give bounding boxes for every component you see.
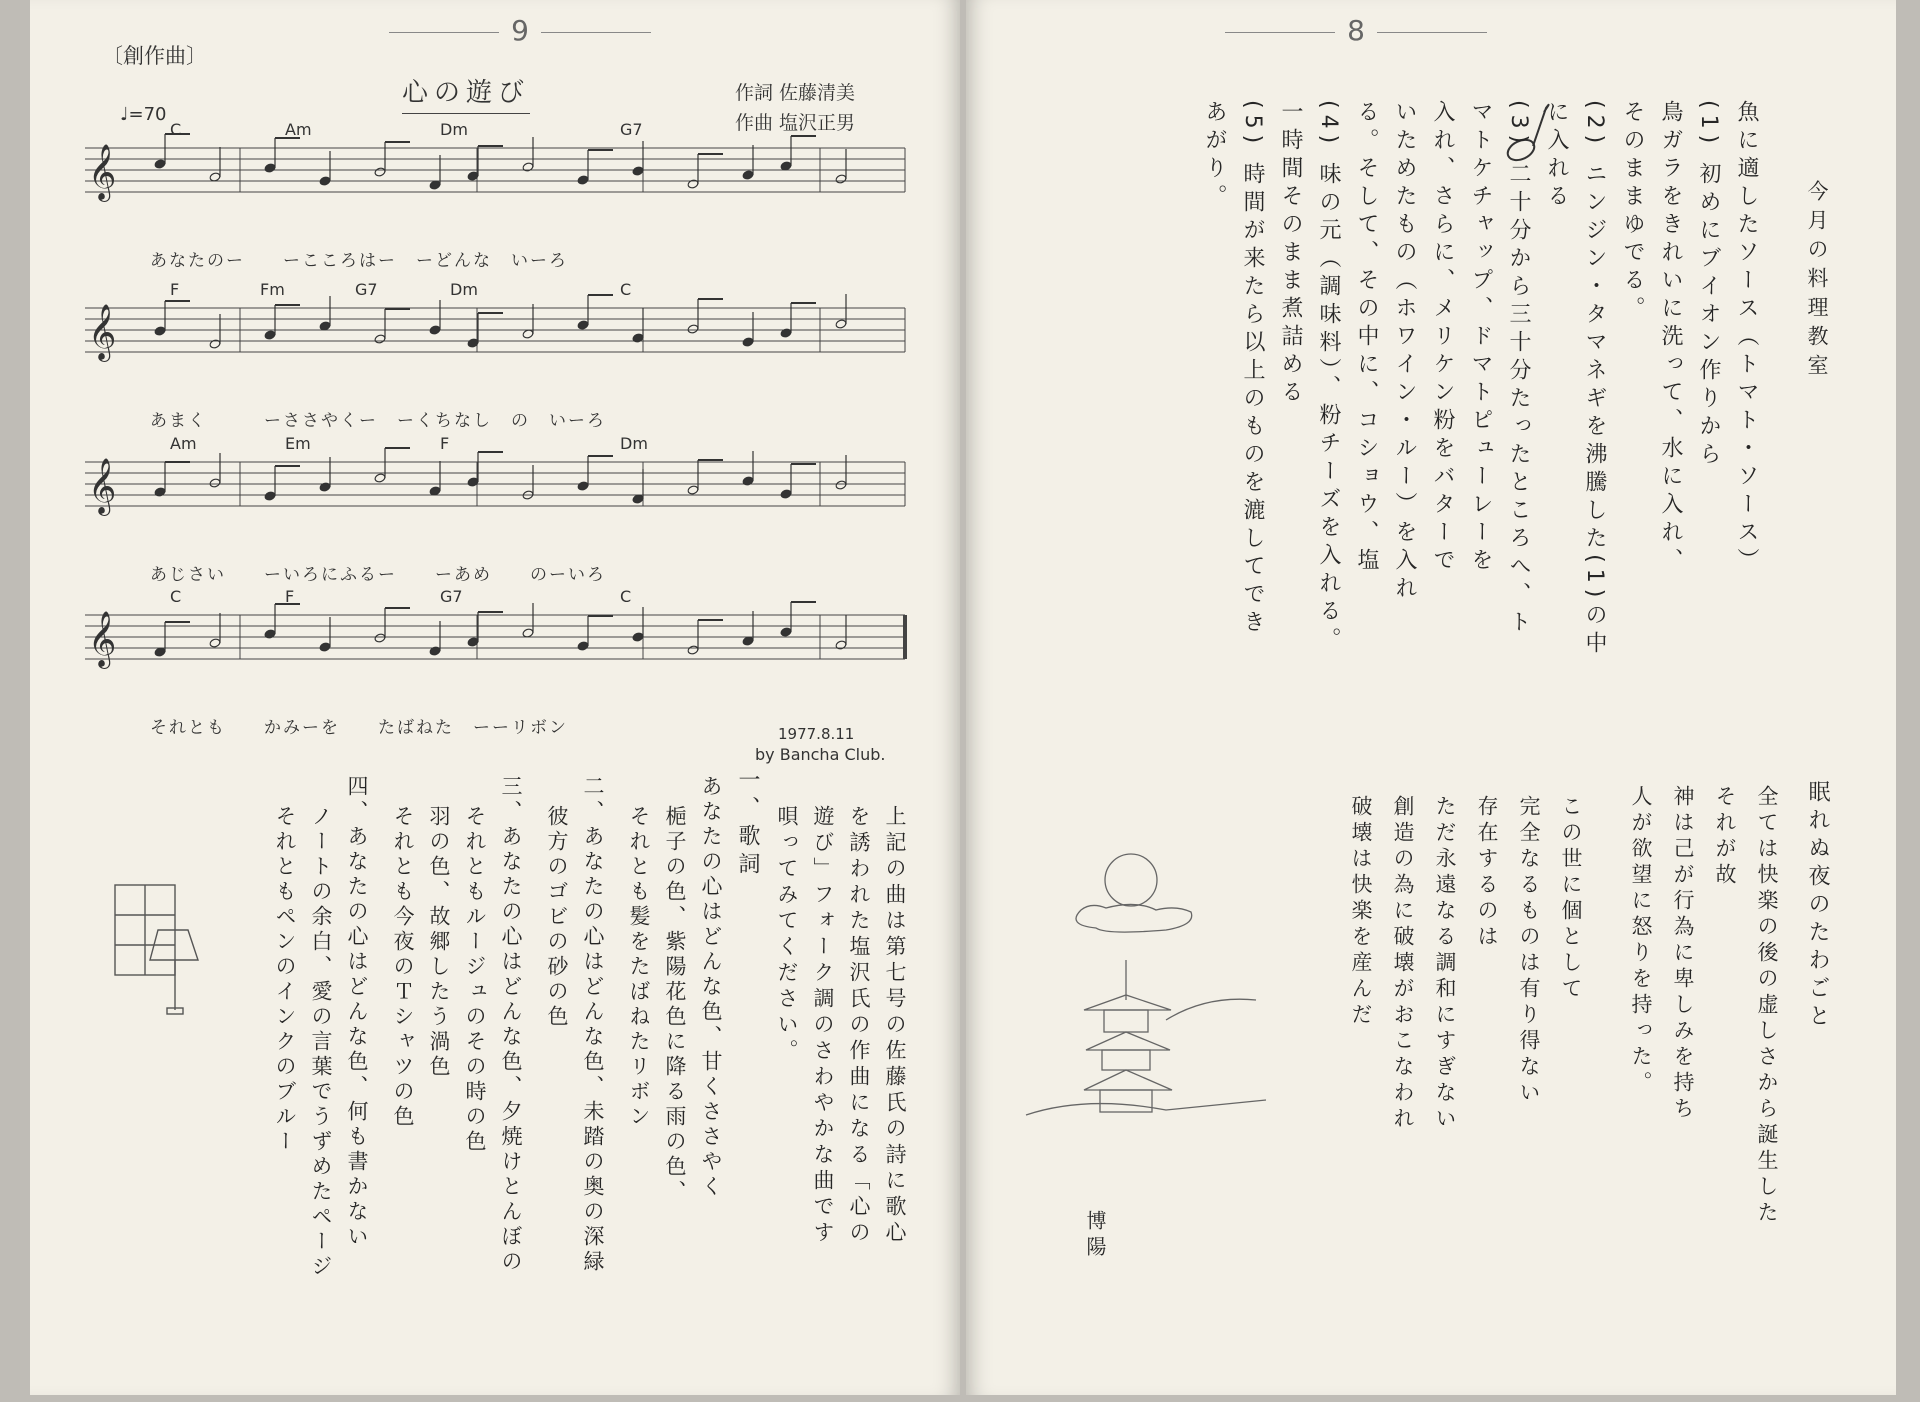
recipe-line: (2) ニンジン・タマネギを沸騰した(1)の中 bbox=[1582, 100, 1607, 660]
poem-line: 存在するのは bbox=[1475, 795, 1499, 951]
chord-label: Dm bbox=[620, 434, 648, 453]
score-lyric-line: それとも かみーを たばねた ーーリボン bbox=[150, 718, 568, 738]
poem-line: 創造の為に破壊がおこなわれ bbox=[1391, 795, 1415, 1133]
chord-label: C bbox=[620, 280, 632, 299]
right-page bbox=[966, 0, 1896, 1395]
poem-line: 全ては快楽の後の虚しさから誕生した bbox=[1755, 785, 1779, 1227]
recipe-line: (3) 二十分から三十分たったところへ、ト bbox=[1506, 100, 1531, 639]
recipe-line: (1) 初めにブイオン作りから bbox=[1696, 100, 1721, 471]
chord-label: C bbox=[170, 587, 182, 606]
score-lyric-line: あなたのー ーこころはー ーどんな いーろ bbox=[150, 251, 568, 271]
chord-label: Am bbox=[170, 434, 197, 453]
score-lyric-line: あじさい ーいろにふるー ーあめ のーいろ bbox=[150, 565, 606, 585]
chord-label: F bbox=[170, 280, 180, 299]
intro-text-line: 上記の曲は第七号の佐藤氏の詩に歌心 bbox=[883, 805, 907, 1247]
verse-line: あなたの心はどんな色、甘くささやく bbox=[699, 775, 723, 1200]
chord-label: G7 bbox=[355, 280, 378, 299]
poem-author: 博陽 bbox=[1083, 1210, 1107, 1262]
verse-line: それともルージュのその時の色 bbox=[463, 805, 487, 1155]
svg-text:𝄞: 𝄞 bbox=[88, 611, 117, 667]
svg-text:𝄞: 𝄞 bbox=[88, 144, 117, 200]
tempo-marking: ♩=70 bbox=[120, 104, 167, 125]
recipe-line: に入れる bbox=[1544, 100, 1569, 212]
verse-line: 三、あなたの心はどんな色、夕焼けとんぼの bbox=[499, 775, 523, 1275]
poem-line: 破壊は快楽を産んだ bbox=[1349, 795, 1373, 1029]
recipe-line: 鳥ガラをきれいに洗って、水に入れ、 bbox=[1658, 100, 1683, 576]
section-label: 〔創作曲〕 bbox=[102, 44, 207, 68]
poem-line: ただ永遠なる調和にすぎない bbox=[1433, 795, 1457, 1133]
poem-title: 眠れぬ夜のたわごと bbox=[1805, 780, 1830, 1032]
column-heading-recipe: 今月の料理教室 bbox=[1805, 180, 1829, 383]
chord-label: C bbox=[170, 120, 182, 139]
chord-label: Am bbox=[285, 120, 312, 139]
poem-line: 人が欲望に怒りを持った。 bbox=[1629, 785, 1653, 1097]
recipe-line: そのままゆでる。 bbox=[1620, 100, 1645, 324]
verse-line: それともペンのインクのブルー bbox=[273, 805, 297, 1155]
verse-line: 二、あなたの心はどんな色、未踏の奥の深緑 bbox=[581, 775, 605, 1275]
lyricist-credit: 作詞 佐藤清美 bbox=[735, 82, 856, 104]
music-score bbox=[30, 0, 960, 720]
intro-text-line: を誘われた塩沢氏の作曲になる「心の bbox=[847, 805, 871, 1247]
verse-line: ノートの余白、愛の言葉でうずめたページ bbox=[309, 805, 333, 1280]
composer-credit: 作曲 塩沢正男 bbox=[735, 112, 856, 134]
recipe-line: 魚に適したソース（トマト・ソース） bbox=[1734, 100, 1759, 576]
verse-line: 羽の色、故郷したう渦色 bbox=[427, 805, 451, 1080]
chord-label: F bbox=[440, 434, 450, 453]
score-lyric-line: あまく ーささやくー ーくちなし の いーろ bbox=[150, 411, 606, 431]
poem-line: 完全なるものは有り得ない bbox=[1517, 795, 1541, 1107]
chord-label: G7 bbox=[620, 120, 643, 139]
club-signature: by Bancha Club. bbox=[755, 745, 886, 764]
left-page bbox=[30, 0, 960, 1395]
verse-line: それとも髪をたばねたリボン bbox=[627, 805, 651, 1130]
intro-text-line: 唄ってみてください。 bbox=[775, 805, 799, 1065]
page-number-left: 9 bbox=[370, 14, 670, 47]
chord-label: G7 bbox=[440, 587, 463, 606]
intro-text-line: 遊び」フォーク調のさわやかな曲です bbox=[811, 805, 835, 1247]
recipe-line: 入れ、さらに、メリケン粉をバターで bbox=[1430, 100, 1455, 576]
chord-label: Em bbox=[285, 434, 311, 453]
recipe-line: 一時間そのまま煮詰める bbox=[1278, 100, 1303, 408]
lyrics-heading: 一、歌詞 bbox=[735, 768, 760, 880]
verse-line: 梔子の色、紫陽花色に降る雨の色、 bbox=[663, 805, 687, 1205]
chord-label: F bbox=[285, 587, 295, 606]
verse-line: 彼方のゴビの砂の色 bbox=[545, 805, 569, 1030]
recipe-line: いためたもの（ホワイン・ルー）を入れ bbox=[1392, 100, 1417, 604]
recipe-line: あがり。 bbox=[1202, 100, 1227, 212]
chord-label: Fm bbox=[260, 280, 285, 299]
poem-line: この世に個として bbox=[1559, 795, 1583, 1003]
recipe-line: (5) 時間が来たら以上のものを漉してでき bbox=[1240, 100, 1265, 639]
chord-label: Dm bbox=[440, 120, 468, 139]
poem-line: それが故 bbox=[1713, 785, 1737, 889]
recipe-line: (4) 味の元（調味料）、粉チーズを入れる。 bbox=[1316, 100, 1341, 656]
song-title: 心の遊び bbox=[402, 72, 530, 114]
recipe-line: る。そして、その中に、コショウ、塩 bbox=[1354, 100, 1379, 576]
verse-line: それとも今夜のＴシャツの色 bbox=[391, 805, 415, 1130]
verse-line: 四、あなたの心はどんな色、何も書かない bbox=[345, 775, 369, 1250]
svg-text:𝄞: 𝄞 bbox=[88, 304, 117, 360]
svg-text:𝄞: 𝄞 bbox=[88, 458, 117, 514]
poem-line: 神は己が行為に卑しみを持ち bbox=[1671, 785, 1695, 1123]
chord-label: C bbox=[620, 587, 632, 606]
chord-label: Dm bbox=[450, 280, 478, 299]
date-signature: 1977.8.11 bbox=[778, 725, 855, 743]
recipe-line: マトケチャップ、ドマトピューレーを bbox=[1468, 100, 1493, 576]
page-number-right: 8 bbox=[1206, 14, 1506, 47]
